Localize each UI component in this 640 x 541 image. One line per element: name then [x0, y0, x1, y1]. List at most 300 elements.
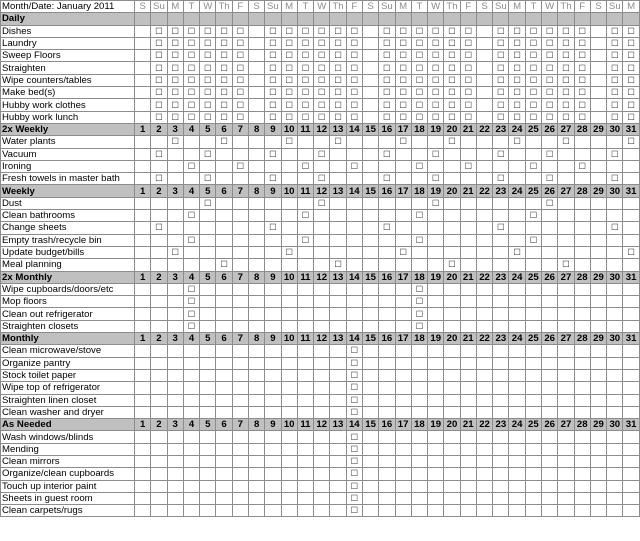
task-checkbox[interactable]: ☐: [183, 308, 199, 320]
task-checkbox[interactable]: ☐: [183, 234, 199, 246]
day-cell: [607, 357, 623, 369]
day-cell: [330, 394, 346, 406]
task-checkbox[interactable]: ☐: [216, 259, 232, 271]
task-checkbox[interactable]: ☐: [395, 136, 411, 148]
task-checkbox[interactable]: ☐: [509, 246, 525, 258]
task-checkbox[interactable]: ☐: [297, 74, 313, 86]
task-checkbox[interactable]: ☐: [379, 173, 395, 185]
task-checkbox[interactable]: ☐: [509, 62, 525, 74]
task-checkbox[interactable]: ☐: [183, 25, 199, 37]
task-checkbox[interactable]: ☐: [346, 111, 362, 123]
task-checkbox[interactable]: ☐: [379, 111, 395, 123]
task-checkbox[interactable]: ☐: [542, 197, 558, 209]
task-checkbox[interactable]: ☐: [428, 50, 444, 62]
task-checkbox[interactable]: ☐: [607, 111, 623, 123]
task-checkbox[interactable]: ☐: [330, 25, 346, 37]
task-label: Clean bathrooms: [1, 210, 135, 222]
task-checkbox[interactable]: ☐: [574, 160, 590, 172]
task-checkbox[interactable]: ☐: [281, 136, 297, 148]
task-checkbox[interactable]: ☐: [200, 99, 216, 111]
task-checkbox[interactable]: ☐: [623, 50, 639, 62]
task-checkbox[interactable]: ☐: [411, 37, 427, 49]
task-checkbox[interactable]: ☐: [330, 99, 346, 111]
task-checkbox[interactable]: ☐: [542, 87, 558, 99]
task-checkbox[interactable]: ☐: [444, 259, 460, 271]
task-checkbox[interactable]: ☐: [607, 62, 623, 74]
task-checkbox[interactable]: ☐: [346, 160, 362, 172]
task-checkbox[interactable]: ☐: [411, 87, 427, 99]
task-checkbox[interactable]: ☐: [200, 111, 216, 123]
task-checkbox[interactable]: ☐: [265, 25, 281, 37]
task-checkbox[interactable]: ☐: [623, 74, 639, 86]
task-checkbox[interactable]: ☐: [297, 87, 313, 99]
task-checkbox[interactable]: ☐: [411, 160, 427, 172]
task-checkbox[interactable]: ☐: [167, 99, 183, 111]
task-checkbox[interactable]: ☐: [542, 173, 558, 185]
task-checkbox[interactable]: ☐: [151, 50, 167, 62]
task-checkbox[interactable]: ☐: [232, 25, 248, 37]
task-checkbox[interactable]: ☐: [183, 296, 199, 308]
task-checkbox[interactable]: ☐: [607, 25, 623, 37]
task-checkbox[interactable]: ☐: [411, 50, 427, 62]
task-checkbox[interactable]: ☐: [411, 234, 427, 246]
task-checkbox[interactable]: ☐: [151, 173, 167, 185]
task-checkbox[interactable]: ☐: [444, 25, 460, 37]
task-checkbox[interactable]: ☐: [574, 37, 590, 49]
task-checkbox[interactable]: ☐: [151, 222, 167, 234]
task-checkbox[interactable]: ☐: [183, 37, 199, 49]
task-checkbox[interactable]: ☐: [395, 87, 411, 99]
task-checkbox[interactable]: ☐: [379, 87, 395, 99]
task-checkbox[interactable]: ☐: [379, 25, 395, 37]
task-checkbox[interactable]: ☐: [558, 136, 574, 148]
task-checkbox[interactable]: ☐: [281, 87, 297, 99]
task-checkbox[interactable]: ☐: [460, 160, 476, 172]
task-checkbox[interactable]: ☐: [314, 37, 330, 49]
task-checkbox[interactable]: ☐: [379, 74, 395, 86]
task-checkbox[interactable]: ☐: [281, 246, 297, 258]
task-checkbox[interactable]: ☐: [574, 87, 590, 99]
task-checkbox[interactable]: ☐: [314, 62, 330, 74]
task-checkbox[interactable]: ☐: [183, 160, 199, 172]
task-checkbox[interactable]: ☐: [574, 25, 590, 37]
task-checkbox[interactable]: ☐: [167, 87, 183, 99]
task-checkbox[interactable]: ☐: [346, 357, 362, 369]
task-checkbox[interactable]: ☐: [525, 111, 541, 123]
task-checkbox[interactable]: ☐: [330, 50, 346, 62]
task-checkbox[interactable]: ☐: [542, 62, 558, 74]
task-checkbox[interactable]: ☐: [232, 37, 248, 49]
task-checkbox[interactable]: ☐: [607, 87, 623, 99]
task-checkbox[interactable]: ☐: [623, 37, 639, 49]
task-checkbox[interactable]: ☐: [151, 25, 167, 37]
task-checkbox[interactable]: ☐: [493, 62, 509, 74]
task-checkbox[interactable]: ☐: [167, 111, 183, 123]
task-checkbox[interactable]: ☐: [607, 50, 623, 62]
task-checkbox[interactable]: ☐: [558, 87, 574, 99]
day-cell: [525, 222, 541, 234]
task-checkbox[interactable]: ☐: [525, 50, 541, 62]
task-checkbox[interactable]: ☐: [346, 455, 362, 467]
task-checkbox[interactable]: ☐: [151, 37, 167, 49]
task-checkbox[interactable]: ☐: [346, 492, 362, 504]
task-checkbox[interactable]: ☐: [265, 74, 281, 86]
task-checkbox[interactable]: ☐: [346, 99, 362, 111]
task-checkbox[interactable]: ☐: [379, 37, 395, 49]
task-checkbox[interactable]: ☐: [167, 37, 183, 49]
task-checkbox[interactable]: ☐: [444, 111, 460, 123]
task-checkbox[interactable]: ☐: [297, 37, 313, 49]
task-checkbox[interactable]: ☐: [346, 382, 362, 394]
task-checkbox[interactable]: ☐: [297, 62, 313, 74]
task-checkbox[interactable]: ☐: [428, 111, 444, 123]
task-checkbox[interactable]: ☐: [574, 62, 590, 74]
task-checkbox[interactable]: ☐: [216, 37, 232, 49]
task-checkbox[interactable]: ☐: [444, 99, 460, 111]
task-checkbox[interactable]: ☐: [167, 246, 183, 258]
task-row: [1, 443, 640, 455]
task-checkbox[interactable]: ☐: [395, 37, 411, 49]
task-checkbox[interactable]: ☐: [411, 99, 427, 111]
task-checkbox[interactable]: ☐: [607, 148, 623, 160]
task-checkbox[interactable]: ☐: [623, 62, 639, 74]
task-checkbox[interactable]: ☐: [151, 87, 167, 99]
task-checkbox[interactable]: ☐: [493, 50, 509, 62]
task-checkbox[interactable]: ☐: [444, 136, 460, 148]
task-checkbox[interactable]: ☐: [411, 74, 427, 86]
task-checkbox[interactable]: ☐: [330, 87, 346, 99]
task-checkbox[interactable]: ☐: [216, 62, 232, 74]
task-checkbox[interactable]: ☐: [346, 431, 362, 443]
task-checkbox[interactable]: ☐: [281, 25, 297, 37]
task-checkbox[interactable]: ☐: [558, 25, 574, 37]
task-checkbox[interactable]: ☐: [265, 87, 281, 99]
task-checkbox[interactable]: ☐: [314, 74, 330, 86]
task-checkbox[interactable]: ☐: [509, 136, 525, 148]
task-checkbox[interactable]: ☐: [346, 37, 362, 49]
task-checkbox[interactable]: ☐: [346, 468, 362, 480]
task-checkbox[interactable]: ☐: [297, 25, 313, 37]
task-checkbox[interactable]: ☐: [330, 62, 346, 74]
task-checkbox[interactable]: ☐: [525, 210, 541, 222]
task-checkbox[interactable]: ☐: [525, 62, 541, 74]
task-checkbox[interactable]: ☐: [265, 99, 281, 111]
task-checkbox[interactable]: ☐: [411, 308, 427, 320]
task-checkbox[interactable]: ☐: [379, 50, 395, 62]
task-checkbox[interactable]: ☐: [493, 74, 509, 86]
task-checkbox[interactable]: ☐: [265, 173, 281, 185]
task-checkbox[interactable]: ☐: [428, 173, 444, 185]
task-checkbox[interactable]: ☐: [216, 25, 232, 37]
task-checkbox[interactable]: ☐: [216, 50, 232, 62]
task-checkbox[interactable]: ☐: [232, 74, 248, 86]
task-checkbox[interactable]: ☐: [428, 37, 444, 49]
task-checkbox[interactable]: ☐: [330, 74, 346, 86]
task-checkbox[interactable]: ☐: [607, 222, 623, 234]
task-checkbox[interactable]: ☐: [183, 99, 199, 111]
task-checkbox[interactable]: ☐: [346, 345, 362, 357]
task-checkbox[interactable]: ☐: [542, 111, 558, 123]
task-checkbox[interactable]: ☐: [330, 136, 346, 148]
task-checkbox[interactable]: ☐: [314, 50, 330, 62]
task-checkbox[interactable]: ☐: [444, 37, 460, 49]
task-checkbox[interactable]: ☐: [151, 148, 167, 160]
task-checkbox[interactable]: ☐: [379, 222, 395, 234]
task-checkbox[interactable]: ☐: [167, 50, 183, 62]
task-checkbox[interactable]: ☐: [346, 443, 362, 455]
task-checkbox[interactable]: ☐: [623, 111, 639, 123]
task-checkbox[interactable]: ☐: [428, 197, 444, 209]
task-checkbox[interactable]: ☐: [216, 74, 232, 86]
task-checkbox[interactable]: ☐: [167, 136, 183, 148]
task-checkbox[interactable]: ☐: [558, 99, 574, 111]
task-checkbox[interactable]: ☐: [232, 111, 248, 123]
task-checkbox[interactable]: ☐: [542, 50, 558, 62]
task-checkbox[interactable]: ☐: [314, 173, 330, 185]
task-checkbox[interactable]: ☐: [493, 222, 509, 234]
task-checkbox[interactable]: ☐: [183, 320, 199, 332]
task-checkbox[interactable]: ☐: [395, 62, 411, 74]
task-checkbox[interactable]: ☐: [346, 62, 362, 74]
task-checkbox[interactable]: ☐: [183, 111, 199, 123]
task-checkbox[interactable]: ☐: [346, 50, 362, 62]
task-checkbox[interactable]: ☐: [151, 62, 167, 74]
task-checkbox[interactable]: ☐: [525, 234, 541, 246]
task-checkbox[interactable]: ☐: [493, 173, 509, 185]
task-checkbox[interactable]: ☐: [265, 37, 281, 49]
task-checkbox[interactable]: ☐: [509, 99, 525, 111]
task-checkbox[interactable]: ☐: [232, 160, 248, 172]
task-checkbox[interactable]: ☐: [460, 99, 476, 111]
task-checkbox[interactable]: ☐: [525, 160, 541, 172]
task-checkbox[interactable]: ☐: [200, 173, 216, 185]
task-checkbox[interactable]: ☐: [509, 87, 525, 99]
task-checkbox[interactable]: ☐: [558, 62, 574, 74]
task-checkbox[interactable]: ☐: [460, 37, 476, 49]
task-checkbox[interactable]: ☐: [525, 37, 541, 49]
task-checkbox[interactable]: ☐: [444, 74, 460, 86]
task-checkbox[interactable]: ☐: [330, 37, 346, 49]
task-checkbox[interactable]: ☐: [428, 74, 444, 86]
task-checkbox[interactable]: ☐: [314, 197, 330, 209]
task-checkbox[interactable]: ☐: [460, 62, 476, 74]
task-checkbox[interactable]: ☐: [297, 50, 313, 62]
task-checkbox[interactable]: ☐: [542, 148, 558, 160]
task-checkbox[interactable]: ☐: [411, 296, 427, 308]
task-checkbox[interactable]: ☐: [379, 99, 395, 111]
task-checkbox[interactable]: ☐: [509, 50, 525, 62]
task-checkbox[interactable]: ☐: [216, 136, 232, 148]
task-checkbox[interactable]: ☐: [444, 87, 460, 99]
task-checkbox[interactable]: ☐: [297, 234, 313, 246]
task-checkbox[interactable]: ☐: [558, 37, 574, 49]
task-checkbox[interactable]: ☐: [330, 259, 346, 271]
task-checkbox[interactable]: ☐: [232, 99, 248, 111]
task-checkbox[interactable]: ☐: [460, 87, 476, 99]
task-checkbox[interactable]: ☐: [395, 74, 411, 86]
task-checkbox[interactable]: ☐: [314, 25, 330, 37]
task-checkbox[interactable]: ☐: [281, 99, 297, 111]
task-checkbox[interactable]: ☐: [216, 99, 232, 111]
task-checkbox[interactable]: ☐: [623, 99, 639, 111]
task-checkbox[interactable]: ☐: [346, 406, 362, 418]
task-checkbox[interactable]: ☐: [167, 74, 183, 86]
task-checkbox[interactable]: ☐: [509, 111, 525, 123]
task-checkbox[interactable]: ☐: [558, 50, 574, 62]
task-checkbox[interactable]: ☐: [200, 37, 216, 49]
task-checkbox[interactable]: ☐: [428, 148, 444, 160]
task-checkbox[interactable]: ☐: [330, 111, 346, 123]
task-checkbox[interactable]: ☐: [265, 148, 281, 160]
task-checkbox[interactable]: ☐: [200, 74, 216, 86]
task-checkbox[interactable]: ☐: [265, 111, 281, 123]
task-checkbox[interactable]: ☐: [314, 87, 330, 99]
task-checkbox[interactable]: ☐: [411, 111, 427, 123]
task-checkbox[interactable]: ☐: [395, 246, 411, 258]
task-checkbox[interactable]: ☐: [428, 99, 444, 111]
task-checkbox[interactable]: ☐: [623, 246, 639, 258]
task-checkbox[interactable]: ☐: [265, 62, 281, 74]
task-checkbox[interactable]: ☐: [525, 99, 541, 111]
task-checkbox[interactable]: ☐: [509, 25, 525, 37]
task-checkbox[interactable]: ☐: [574, 99, 590, 111]
day-cell: [379, 234, 395, 246]
task-checkbox[interactable]: ☐: [265, 222, 281, 234]
task-checkbox[interactable]: ☐: [346, 394, 362, 406]
task-checkbox[interactable]: ☐: [281, 111, 297, 123]
task-checkbox[interactable]: ☐: [607, 99, 623, 111]
task-checkbox[interactable]: ☐: [460, 25, 476, 37]
task-checkbox[interactable]: ☐: [574, 111, 590, 123]
task-checkbox[interactable]: ☐: [216, 111, 232, 123]
task-checkbox[interactable]: ☐: [297, 210, 313, 222]
task-checkbox[interactable]: ☐: [183, 50, 199, 62]
task-checkbox[interactable]: ☐: [411, 320, 427, 332]
task-checkbox[interactable]: ☐: [509, 37, 525, 49]
task-checkbox[interactable]: ☐: [167, 62, 183, 74]
task-checkbox[interactable]: ☐: [493, 25, 509, 37]
task-checkbox[interactable]: ☐: [200, 50, 216, 62]
task-checkbox[interactable]: ☐: [460, 50, 476, 62]
task-checkbox[interactable]: ☐: [314, 148, 330, 160]
task-checkbox[interactable]: ☐: [411, 283, 427, 295]
task-checkbox[interactable]: ☐: [200, 87, 216, 99]
task-checkbox[interactable]: ☐: [281, 50, 297, 62]
task-checkbox[interactable]: ☐: [183, 62, 199, 74]
task-checkbox[interactable]: ☐: [525, 74, 541, 86]
task-checkbox[interactable]: ☐: [395, 50, 411, 62]
task-checkbox[interactable]: ☐: [297, 99, 313, 111]
task-checkbox[interactable]: ☐: [411, 210, 427, 222]
task-checkbox[interactable]: ☐: [558, 259, 574, 271]
task-checkbox[interactable]: ☐: [346, 480, 362, 492]
task-checkbox[interactable]: ☐: [607, 74, 623, 86]
task-checkbox[interactable]: ☐: [542, 37, 558, 49]
task-checkbox[interactable]: ☐: [346, 25, 362, 37]
task-checkbox[interactable]: ☐: [200, 148, 216, 160]
task-checkbox[interactable]: ☐: [428, 25, 444, 37]
task-checkbox[interactable]: ☐: [509, 74, 525, 86]
task-checkbox[interactable]: ☐: [395, 111, 411, 123]
task-checkbox[interactable]: ☐: [623, 136, 639, 148]
task-checkbox[interactable]: ☐: [314, 99, 330, 111]
task-checkbox[interactable]: ☐: [346, 369, 362, 381]
task-checkbox[interactable]: ☐: [200, 197, 216, 209]
task-checkbox[interactable]: ☐: [607, 37, 623, 49]
task-checkbox[interactable]: ☐: [558, 74, 574, 86]
task-checkbox[interactable]: ☐: [265, 50, 281, 62]
task-checkbox[interactable]: ☐: [200, 62, 216, 74]
task-checkbox[interactable]: ☐: [623, 25, 639, 37]
day-cell: [216, 283, 232, 295]
task-checkbox[interactable]: ☐: [151, 74, 167, 86]
task-checkbox[interactable]: ☐: [151, 99, 167, 111]
task-checkbox[interactable]: ☐: [346, 74, 362, 86]
task-checkbox[interactable]: ☐: [574, 50, 590, 62]
task-checkbox[interactable]: ☐: [200, 25, 216, 37]
task-checkbox[interactable]: ☐: [542, 74, 558, 86]
task-checkbox[interactable]: ☐: [232, 50, 248, 62]
task-checkbox[interactable]: ☐: [493, 99, 509, 111]
day-cell: [395, 394, 411, 406]
task-checkbox[interactable]: ☐: [444, 50, 460, 62]
task-checkbox[interactable]: ☐: [346, 505, 362, 517]
task-checkbox[interactable]: ☐: [411, 25, 427, 37]
task-checkbox[interactable]: ☐: [232, 62, 248, 74]
task-checkbox[interactable]: ☐: [542, 25, 558, 37]
task-checkbox[interactable]: ☐: [493, 87, 509, 99]
task-checkbox[interactable]: ☐: [297, 160, 313, 172]
task-checkbox[interactable]: ☐: [183, 74, 199, 86]
task-checkbox[interactable]: ☐: [428, 87, 444, 99]
task-checkbox[interactable]: ☐: [379, 62, 395, 74]
task-checkbox[interactable]: ☐: [167, 25, 183, 37]
task-checkbox[interactable]: ☐: [151, 111, 167, 123]
task-checkbox[interactable]: ☐: [281, 37, 297, 49]
task-checkbox[interactable]: ☐: [574, 74, 590, 86]
task-checkbox[interactable]: ☐: [525, 87, 541, 99]
task-checkbox[interactable]: ☐: [558, 111, 574, 123]
day-cell: [216, 234, 232, 246]
task-checkbox[interactable]: ☐: [411, 62, 427, 74]
task-checkbox[interactable]: ☐: [281, 62, 297, 74]
day-cell: [330, 492, 346, 504]
task-checkbox[interactable]: ☐: [183, 283, 199, 295]
task-checkbox[interactable]: ☐: [379, 148, 395, 160]
task-checkbox[interactable]: ☐: [183, 87, 199, 99]
task-checkbox[interactable]: ☐: [281, 74, 297, 86]
task-checkbox[interactable]: ☐: [623, 87, 639, 99]
task-checkbox[interactable]: ☐: [297, 111, 313, 123]
task-checkbox[interactable]: ☐: [395, 99, 411, 111]
task-checkbox[interactable]: ☐: [460, 74, 476, 86]
task-checkbox[interactable]: ☐: [395, 25, 411, 37]
task-checkbox[interactable]: ☐: [346, 87, 362, 99]
task-checkbox[interactable]: ☐: [216, 87, 232, 99]
task-checkbox[interactable]: ☐: [232, 87, 248, 99]
task-checkbox[interactable]: ☐: [460, 111, 476, 123]
task-checkbox[interactable]: ☐: [493, 111, 509, 123]
task-checkbox[interactable]: ☐: [493, 148, 509, 160]
task-checkbox[interactable]: ☐: [525, 25, 541, 37]
task-checkbox[interactable]: ☐: [183, 210, 199, 222]
task-checkbox[interactable]: ☐: [444, 62, 460, 74]
task-checkbox[interactable]: ☐: [493, 37, 509, 49]
task-checkbox[interactable]: ☐: [428, 62, 444, 74]
task-checkbox[interactable]: ☐: [314, 111, 330, 123]
task-checkbox[interactable]: ☐: [542, 99, 558, 111]
task-checkbox[interactable]: ☐: [607, 173, 623, 185]
